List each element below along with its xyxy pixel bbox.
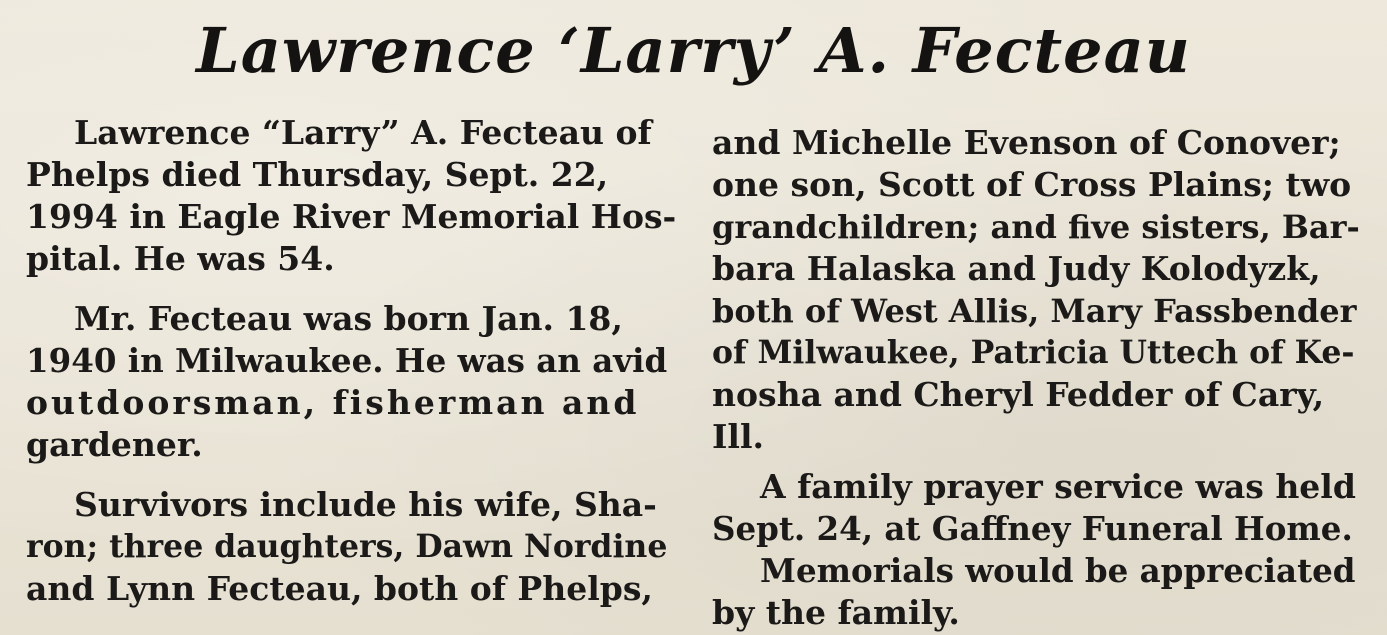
text-line: ron; three daughters, Dawn Nordine — [26, 528, 668, 565]
text-line: grandchildren; and five sisters, Bar- — [712, 208, 1360, 246]
text-line: Phelps died Thursday, Sept. 22, — [26, 155, 609, 194]
text-line: both of West Allis, Mary Fassbender — [712, 292, 1357, 330]
text-line: outdoorsman, fisherman and — [26, 383, 640, 422]
text-line: Lawrence “Larry” A. Fecteau of — [74, 113, 652, 152]
text-line: one son, Scott of Cross Plains; two — [712, 165, 1352, 204]
text-line: Sept. 24, at Gaffney Funeral Home. — [712, 509, 1353, 548]
right-column — [712, 122, 1360, 634]
text-line: gardener. — [26, 425, 203, 464]
text-line: 1940 in Milwaukee. He was an avid — [26, 341, 668, 380]
text-line: and Michelle Evenson of Conover; — [712, 123, 1341, 162]
text-line: nosha and Cheryl Fedder of Cary, — [712, 375, 1325, 414]
text-line: Ill. — [712, 417, 764, 456]
text-line: A family prayer service was held — [760, 467, 1356, 506]
text-line: of Milwaukee, Patricia Uttech of Ke- — [712, 334, 1355, 371]
text-line: Mr. Fecteau was born Jan. 18, — [74, 299, 623, 338]
text-line: and Lynn Fecteau, both of Phelps, — [26, 569, 653, 608]
text-line: Memorials would be appreciated — [760, 551, 1356, 590]
obituary-headline: Lawrence ‘Larry’ A. Fecteau — [196, 14, 1191, 87]
text-line: Survivors include his wife, Sha- — [74, 485, 657, 524]
left-column — [26, 112, 676, 610]
text-line: by the family. — [712, 593, 960, 632]
text-line: 1994 in Eagle River Memorial Hos- — [26, 197, 677, 236]
text-line: bara Halaska and Judy Kolodyzk, — [712, 249, 1321, 288]
text-line: pital. He was 54. — [26, 239, 335, 278]
